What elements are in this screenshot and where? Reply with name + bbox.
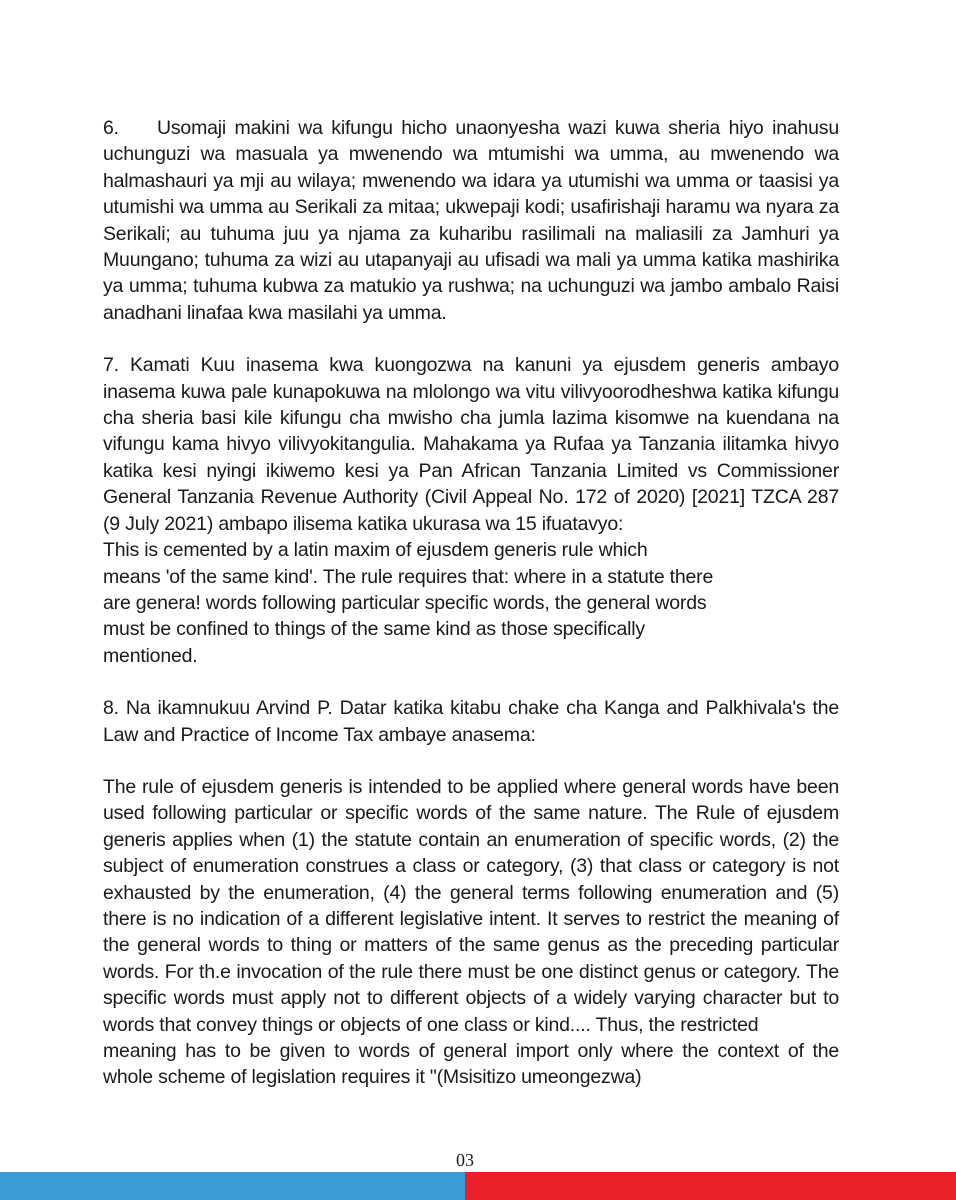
quote-line: are genera! words following particular specific words, the general words xyxy=(103,591,707,614)
quotation-block xyxy=(103,774,839,1091)
paragraph-6 xyxy=(103,115,839,326)
paragraph-6-number: 6. xyxy=(103,117,119,139)
paragraph-7-quote xyxy=(103,537,839,669)
page-number: 03 xyxy=(456,1150,474,1170)
paragraph-8-text: 8. Na ikamnukuu Arvind P. Datar katika kitabu chake cha Kanga and Palkhivala's the Law and Practice of Income Tax ambaye anasema: xyxy=(103,697,839,746)
footer-bar-red xyxy=(465,1172,956,1200)
quote-line: This is cemented by a latin maxim of ejusdem generis rule which xyxy=(103,539,648,562)
document-body xyxy=(103,115,839,1117)
paragraph-6-text: Usomaji makini wa kifungu hicho unaonyesha wazi kuwa sheria hiyo inahusu uchunguzi wa masuala ya mwenendo wa mtumishi wa umma, au mwenendo wa halmashauri ya mji au wilaya; mwenendo wa idara ya utumishi wa umma or taasisi ya utumishi wa umma au Serikali za mitaa; ukwepaji kodi; usafirishaji haramu wa nyara za Serikali; au tuhuma juu ya njama za kuharibu rasilimali na maliasili za Jamhuri ya Muungano; tuhuma za wizi au utapanyaji au ufisadi wa mali ya umma katika mashirika ya umma; tuhuma kubwa za matukio ya rushwa; na uchunguzi wa jambo ambalo Raisi anadhani linafaa kwa masilahi ya umma. xyxy=(103,117,839,324)
quote-line: means 'of the same kind'. The rule requires that: where in a statute there xyxy=(103,565,714,588)
paragraph-8 xyxy=(103,695,839,748)
footer-color-bar xyxy=(0,1172,956,1200)
quote-line: must be confined to things of the same kind as those specifically xyxy=(103,618,645,641)
quotation-tail-text: meaning has to be given to words of general import only where the context of the whole scheme of legislation requires it "(Msisitizo umeongezwa) xyxy=(103,1040,839,1089)
quote-line: mentioned. xyxy=(103,644,198,667)
quotation-main-text: The rule of ejusdem generis is intended to be applied where general words have been used following particular or specific words of the same nature. The Rule of ejusdem generis applies when (1) the statute contain an enumeration of specific words, (2) the subject of enumeration construes a class or category, (3) that class or category is not exhausted by the enumeration, (4) the general terms following enumeration and (5) there is no indication of a different legislative intent. It serves to restrict the meaning of the general words to thing or matters of the same genus as the preceding particular words. For th.e invocation of the rule there must be one distinct genus or category. The specific words must apply not to different objects of a widely varying character but to words that convey things or objects of one class or kind.... Thus, the restricted xyxy=(103,775,839,1036)
paragraph-7-text: 7. Kamati Kuu inasema kwa kuongozwa na kanuni ya ejusdem generis ambayo inasema kuwa pale kunapokuwa na mlolongo wa vitu vilivyoorodheshwa katika kifungu cha sheria basi kile kifungu cha mwisho cha jumla lazima kisomwe na kuendana na vifungu kama hivyo vilivyokitangulia. Mahakama ya Rufaa ya Tanzania ilitamka hivyo katika kesi nyingi ikiwemo kesi ya Pan African Tanzania Limited vs Commissioner General Tanzania Revenue Authority (Civil Appeal No. 172 of 2020) [2021] TZCA 287 (9 July 2021) ambapo ilisema katika ukurasa wa 15 ifuatavyo: xyxy=(103,354,839,535)
paragraph-7 xyxy=(103,352,839,669)
footer-bar-blue xyxy=(0,1172,465,1200)
